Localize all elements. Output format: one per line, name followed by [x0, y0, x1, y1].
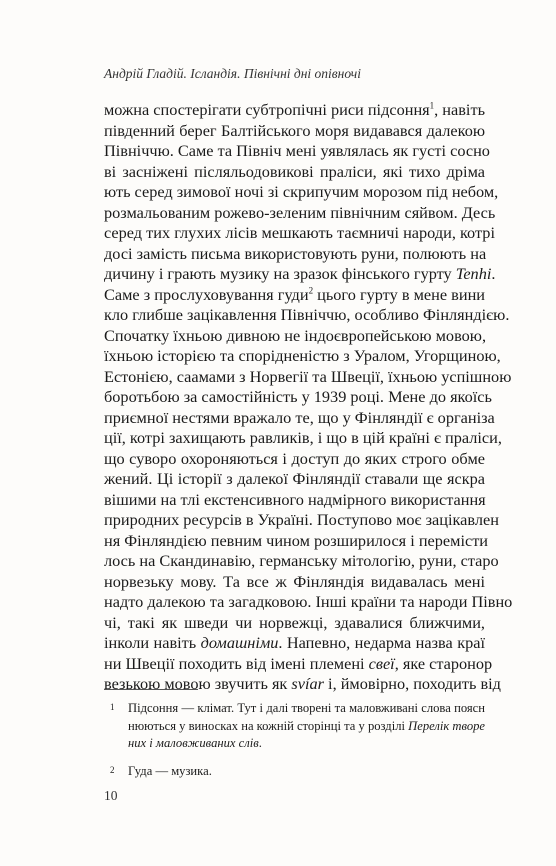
footnote-mark: 1 — [110, 702, 115, 712]
text-run: ві засніжені післяльодовикові праліси, які тихо дріма — [104, 161, 485, 181]
body-line — [104, 613, 485, 634]
body-line — [104, 244, 485, 265]
text-run: Спочатку їхньою дивною не індоєвропейською мовою, — [104, 325, 487, 345]
text-run: Естонією, саамами з Норвегії та Швеції, їхньою успішною — [104, 366, 512, 386]
body-line — [104, 202, 496, 224]
text-run: їхньою історією та спорідненістю з Уралом, Угорщиною, — [104, 346, 501, 365]
body-line — [104, 490, 485, 511]
body-line — [104, 592, 513, 613]
body-line — [104, 162, 485, 183]
text-run: ють серед зимової ночі зі скрипучим морозом під небом, — [104, 182, 499, 201]
footnote — [104, 700, 485, 753]
footnote-line — [128, 718, 485, 736]
text-run: . — [491, 264, 496, 283]
text-run: південний берег Балтійського моря видавався далекою — [104, 120, 485, 140]
italic-text: свеї — [368, 653, 395, 673]
text-run: лось на Скандинавію, германську мітологію, руни, старо — [104, 551, 499, 570]
footnote-rule — [104, 689, 198, 690]
text-run: , яке старонор — [394, 653, 493, 673]
italic-text: Перелік творе — [408, 718, 486, 733]
page-number: 10 — [104, 788, 118, 803]
italic-text: домашніми — [200, 633, 279, 652]
text-run: ня Фінляндією певним чином розширилося і перемісти — [104, 530, 489, 550]
text-run: . — [258, 736, 262, 750]
body-line — [104, 551, 499, 572]
body-line — [104, 653, 493, 675]
text-run: Північчю. Саме та Північ мені уявлялась як густі сосно — [104, 141, 490, 160]
text-run: кло глибше зацікавлення Північчю, особливо Фінляндією. — [104, 305, 510, 324]
text-run: нюються у виносках на кожній сторінці та у розділі — [128, 718, 409, 733]
body-line — [104, 407, 495, 429]
footnotes — [104, 700, 485, 790]
text-run: серед тих глухих лісів мешкають таємничі народи, котрі — [104, 223, 495, 242]
footnote-line — [128, 700, 485, 718]
body-line — [104, 428, 502, 449]
body-line — [104, 223, 495, 244]
text-run: надто далекою та загадковою. Інші країни та народи Півно — [104, 592, 513, 611]
body-line — [104, 326, 485, 347]
body-line — [104, 121, 485, 142]
body-line — [104, 633, 485, 654]
text-run: Підсоння — клімат. Тут і далі творені та маловживані слова поясн — [128, 701, 485, 715]
italic-text: них і маловживаних слів — [128, 736, 259, 750]
text-run: ції, котрі захищають равликів, і що в цій країні є праліси, — [104, 428, 502, 447]
footnote-line — [128, 763, 485, 781]
text-run: досі замість письма використовують руни, полюють на — [104, 243, 487, 263]
footnote — [104, 763, 485, 781]
text-run: приємної нестями вражало те, що у Фінляндії є організа — [104, 407, 495, 427]
body-line — [104, 572, 485, 593]
text-run: можна спостерігати субтропічні риси підсоння — [104, 100, 430, 119]
footnote-reference: 1 — [429, 100, 435, 111]
body-line — [104, 100, 485, 121]
body-line — [104, 366, 512, 388]
body-line — [104, 285, 485, 306]
text-run: , навіть — [434, 100, 485, 119]
body-line — [104, 449, 485, 470]
body-line — [104, 305, 510, 326]
text-run: що суворо охороняються і доступ до яких строго обме — [104, 448, 485, 468]
text-run: і, ймовірно, походить від — [323, 674, 501, 693]
footnote-line — [128, 735, 485, 753]
text-run: везькою мовою звучить як — [104, 674, 292, 693]
text-run: . Напевно, недарма назва краї — [278, 633, 485, 652]
italic-text: svíar — [291, 674, 324, 693]
text-run: Гуда — музика. — [128, 763, 212, 778]
text-run: жений. Ці історії з далекої Фінляндії ставали ще яскра — [104, 469, 485, 488]
body-line — [104, 141, 490, 162]
text-run: природних ресурсів в Україні. Поступово моє зацікавлен — [104, 510, 499, 529]
text-run: боротьбою за самостійність у 1939 році. Мене до якоїсь — [104, 387, 492, 406]
text-run: вішими на тлі екстенсивного надмірного використання — [104, 489, 486, 509]
running-head: Андрій Гладій. Ісландія. Північні дні опівночі — [104, 66, 361, 81]
footnote-reference: 2 — [308, 285, 314, 296]
body-line — [104, 510, 499, 531]
text-run: Саме з прослуховування гуди — [104, 284, 309, 304]
body-line — [104, 182, 499, 203]
text-run: ни Швеції походить від імені племені — [104, 653, 369, 673]
text-run: дичину і грають музику на зразок фінського гурту — [104, 264, 456, 283]
body-line — [104, 469, 485, 490]
body-line — [104, 674, 501, 695]
text-run: інколи навіть — [104, 633, 201, 652]
text-run: цього гурту в мене вини — [313, 284, 485, 304]
text-run: норвезьку мову. Та все ж Фінляндія видавалась мені — [104, 571, 485, 591]
body-text — [104, 100, 513, 695]
footnote-mark: 2 — [110, 764, 115, 775]
italic-text: Tenhi — [455, 264, 492, 283]
text-run: розмальованим рожево-зеленим північним сяйвом. Десь — [104, 202, 496, 222]
body-line — [104, 387, 492, 408]
body-line — [104, 346, 501, 367]
text-run: чі, такі як шведи чи норвежці, здавалися ближчими, — [104, 612, 485, 632]
body-line — [104, 530, 489, 552]
body-line — [104, 264, 496, 285]
